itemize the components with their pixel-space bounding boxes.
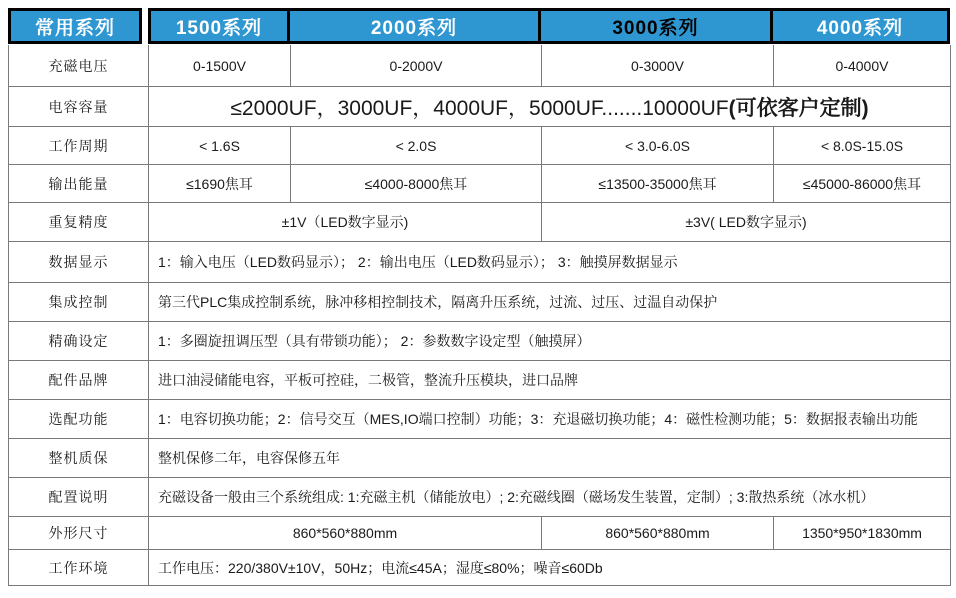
cell-voltage-4000: 0-4000V (774, 45, 951, 87)
table-body (8, 45, 950, 586)
spec-table (8, 8, 950, 586)
cell-cycle-4000: < 8.0S-15.0S (774, 127, 951, 165)
header-series-2000: 2000系列 (290, 8, 541, 44)
row-label-parts-brand: 配件品牌 (9, 361, 149, 400)
cell-integrated-control-value: 第三代PLC集成控制系统，脉冲移相控制技术，隔离升压系统，过流、过压、过温自动保护 (149, 283, 951, 322)
row-label-precise-setting: 精确设定 (9, 322, 149, 361)
row-label-work-cycle: 工作周期 (9, 127, 149, 165)
cell-cycle-2000: < 2.0S (291, 127, 542, 165)
header-series-4000: 4000系列 (773, 8, 950, 44)
cell-energy-4000: ≤45000-86000焦耳 (774, 165, 951, 203)
row-label-configuration: 配置说明 (9, 478, 149, 517)
cell-optional-functions-value: 1：电容切换功能；2：信号交互（MES,IO端口控制）功能；3：充退磁切换功能；4：磁性检测功能；5：数据报表输出功能 (149, 400, 951, 439)
row-label-capacitance: 电容容量 (9, 87, 149, 127)
cell-voltage-2000: 0-2000V (291, 45, 542, 87)
cell-configuration-value: 充磁设备一般由三个系统组成: 1:充磁主机（储能放电）; 2:充磁线圈（磁场发生装置，定制）; 3:散热系统（冰水机） (149, 478, 951, 517)
cell-energy-2000: ≤4000-8000焦耳 (291, 165, 542, 203)
cell-dimensions-4000: 1350*950*1830mm (774, 517, 951, 550)
cell-dimensions-3000: 860*560*880mm (542, 517, 774, 550)
cell-accuracy-left: ±1V（LED数字显示) (149, 203, 542, 242)
cell-energy-3000: ≤13500-35000焦耳 (542, 165, 774, 203)
row-label-dimensions: 外形尺寸 (9, 517, 149, 550)
table-header-row (8, 8, 950, 44)
row-label-output-energy: 输出能量 (9, 165, 149, 203)
cell-energy-1500: ≤1690焦耳 (149, 165, 291, 203)
header-series-1500: 1500系列 (148, 8, 290, 44)
cell-voltage-3000: 0-3000V (542, 45, 774, 87)
header-common-series: 常用系列 (8, 8, 142, 44)
cell-precise-setting-value: 1：多圈旋扭调压型（具有带锁功能）； 2：参数数字设定型（触摸屏） (149, 322, 951, 361)
cell-parts-brand-value: 进口油浸储能电容，平板可控硅，二极管，整流升压模块，进口品牌 (149, 361, 951, 400)
row-label-repeat-accuracy: 重复精度 (9, 203, 149, 242)
row-label-work-environment: 工作环境 (9, 550, 149, 586)
cell-warranty-value: 整机保修二年，电容保修五年 (149, 439, 951, 478)
header-corner-wrap (8, 8, 148, 44)
row-label-warranty: 整机质保 (9, 439, 149, 478)
row-label-optional-functions: 选配功能 (9, 400, 149, 439)
capacitance-text: ≤2000UF，3000UF，4000UF，5000UF.......10000UF (230, 96, 729, 120)
cell-data-display-value: 1：输入电压（LED数码显示）； 2：输出电压（LED数码显示）； 3：触摸屏数据显示 (149, 242, 951, 283)
cell-dimensions-1500-2000: 860*560*880mm (149, 517, 542, 550)
cell-work-environment-value: 工作电压：220/380V±10V，50Hz；电流≤45A；湿度≤80%；噪音≤60Db (149, 550, 951, 586)
cell-voltage-1500: 0-1500V (149, 45, 291, 87)
cell-capacitance-value (149, 87, 951, 127)
cell-cycle-3000: < 3.0-6.0S (542, 127, 774, 165)
header-series-3000: 3000系列 (541, 8, 773, 44)
capacitance-note: (可依客户定制) (728, 96, 869, 120)
row-label-integrated-control: 集成控制 (9, 283, 149, 322)
cell-cycle-1500: < 1.6S (149, 127, 291, 165)
cell-accuracy-right: ±3V( LED数字显示) (542, 203, 951, 242)
row-label-charging-voltage: 充磁电压 (9, 45, 149, 87)
row-label-data-display: 数据显示 (9, 242, 149, 283)
